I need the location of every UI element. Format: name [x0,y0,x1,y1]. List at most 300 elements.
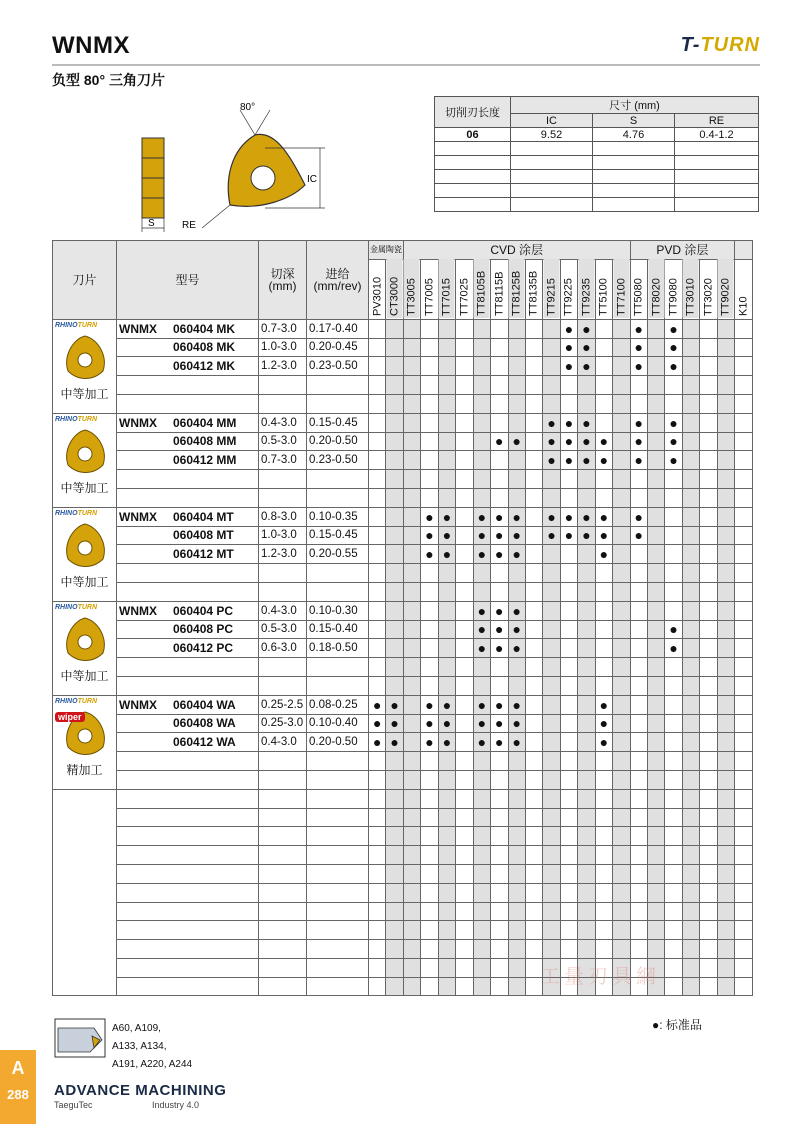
grade-cell [491,564,508,583]
grade-cell [560,394,577,413]
feed-cell: 0.17-0.40 [307,319,369,338]
depth-cell: 0.5-3.0 [259,432,307,451]
grade-cell [473,770,490,789]
feed-cell [307,752,369,771]
grade-cell [735,827,752,846]
standard-dot: ● [495,734,504,751]
grade-cell [560,864,577,883]
feed-cell [307,864,369,883]
grade-cell [421,846,438,865]
standard-dot: ● [425,508,434,525]
grade-cell [665,940,682,959]
grade-cell [525,376,542,395]
product-row [53,714,753,733]
standard-dot: ● [512,621,521,638]
empty-row [53,658,753,677]
grade-cell [369,582,386,601]
grade-cell [735,451,752,470]
grade-cell [456,376,473,395]
grade-cell [525,488,542,507]
grade-cell [525,564,542,583]
grade-cell [491,488,508,507]
grade-cell [386,639,403,658]
grade-cell [508,526,525,545]
product-row [53,338,753,357]
standard-dot: ● [390,715,399,732]
grade-cell [403,488,420,507]
grade-cell [630,883,647,902]
grade-cell [560,432,577,451]
grade-cell [578,921,595,940]
grade-cell [491,357,508,376]
depth-cell: 0.4-3.0 [259,733,307,752]
grade-cell [403,432,420,451]
grade-cell [421,601,438,620]
model-cell [117,413,259,432]
grade-cell [717,695,734,714]
empty-row [53,864,753,883]
product-row [53,620,753,639]
grade-cell [682,733,699,752]
grade-cell [491,789,508,808]
grade-TT7005: TT7005 [421,259,438,319]
grade-cell [560,921,577,940]
grade-cell [369,695,386,714]
grade-cell [543,470,560,489]
grade-cell [735,714,752,733]
grade-cell [369,413,386,432]
grade-cell [456,770,473,789]
model-cell [117,338,259,357]
grade-cell [421,770,438,789]
grade-cell [735,413,752,432]
feed-cell [307,564,369,583]
depth-cell [259,582,307,601]
grade-cell [560,789,577,808]
grade-cell [543,789,560,808]
grade-cell [369,357,386,376]
grade-cell [560,827,577,846]
empty-row [53,770,753,789]
insert-icon [58,425,112,477]
grade-cell [682,921,699,940]
grade-cell [648,620,665,639]
grade-cell [682,620,699,639]
grade-TT3010: TT3010 [682,259,699,319]
grade-cell [421,902,438,921]
grade-cell [717,733,734,752]
grade-cell [735,883,752,902]
grade-cell [421,733,438,752]
grade-cell [369,676,386,695]
grade-cell [648,564,665,583]
grade-cell [682,376,699,395]
grade-cell [560,902,577,921]
grade-cell [682,601,699,620]
standard-dot: ● [495,696,504,713]
grade-cell [456,940,473,959]
grade-cell [491,752,508,771]
standard-dot: ● [477,640,487,657]
grade-cell [700,770,717,789]
depth-cell [259,808,307,827]
grade-cell [438,752,455,771]
grade-TT5080: TT5080 [630,259,647,319]
grade-cell [648,902,665,921]
grade-cell [438,376,455,395]
grade-cell [717,357,734,376]
grade-cell [491,770,508,789]
h-cermet: 金属陶瓷 [369,241,404,260]
model-cell [117,864,259,883]
grade-cell [648,714,665,733]
product-row [53,733,753,752]
standard-dot: ● [547,527,556,544]
depth-cell [259,864,307,883]
grade-cell [595,940,612,959]
grade-cell [386,507,403,526]
grade-cell [578,714,595,733]
grade-cell [473,526,490,545]
grade-cell [386,394,403,413]
grade-cell [473,658,490,677]
grade-cell [595,658,612,677]
grade-cell [369,733,386,752]
grade-cell [491,864,508,883]
product-row [53,357,753,376]
grade-cell [700,846,717,865]
depth-cell [259,902,307,921]
grade-cell [665,770,682,789]
grade-cell [403,883,420,902]
grade-cell [648,789,665,808]
grade-cell [438,394,455,413]
grade-cell [595,432,612,451]
standard-dot: ● [512,640,521,657]
grade-cell [491,695,508,714]
depth-cell: 1.2-3.0 [259,545,307,564]
depth-cell [259,676,307,695]
product-row [53,639,753,658]
grade-cell [630,921,647,940]
grade-cell [560,639,577,658]
grade-cell [613,432,630,451]
grade-cell [613,507,630,526]
grade-cell [369,940,386,959]
grade-cell [735,808,752,827]
product-row [53,545,753,564]
grade-cell [508,564,525,583]
grade-cell [508,958,525,977]
grade-cell [700,338,717,357]
grade-cell [578,338,595,357]
standard-dot: ● [442,734,452,751]
model-cell [117,639,259,658]
grade-cell [613,846,630,865]
grade-cell [595,582,612,601]
grade-cell [369,789,386,808]
standard-dot: ● [634,358,644,375]
grade-cell [735,864,752,883]
model-code: 060404 PC [173,603,234,618]
grade-cell [595,507,612,526]
dim-cut: 06 [435,128,511,142]
grade-cell [700,488,717,507]
feed-cell: 0.10-0.30 [307,601,369,620]
grade-TT8020: TT8020 [648,259,665,319]
grade-cell [682,789,699,808]
model-code: 060412 WA [173,735,236,750]
model-code: 060408 MT [173,528,234,543]
feed-cell [307,902,369,921]
grade-cell [456,789,473,808]
dim-ic: 9.52 [511,128,593,142]
grade-cell [456,902,473,921]
grade-cell [543,733,560,752]
grade-cell [560,338,577,357]
grade-cell [595,883,612,902]
grade-cell [421,545,438,564]
grade-cell [648,695,665,714]
grade-cell [386,695,403,714]
standard-dot: ● [372,715,382,732]
grade-cell [403,601,420,620]
grade-cell [648,526,665,545]
grade-cell [735,620,752,639]
grade-cell [665,977,682,996]
grade-cell [456,488,473,507]
feed-cell [307,676,369,695]
grade-cell [369,451,386,470]
h-blank [735,241,752,260]
grade-cell [665,470,682,489]
grade-TT7100: TT7100 [613,259,630,319]
grade-cell [578,770,595,789]
grade-cell [421,676,438,695]
feed-cell [307,846,369,865]
grade-cell [560,714,577,733]
grade-cell [613,883,630,902]
grade-cell [438,846,455,865]
grade-cell [491,470,508,489]
watermark: 工量刃具網 [540,966,660,988]
grade-cell [665,883,682,902]
product-row [53,432,753,451]
page-letter: A [11,1058,25,1078]
grade-cell [560,451,577,470]
label-re: RE [182,220,196,231]
grade-cell [648,488,665,507]
grade-cell [735,921,752,940]
grade-cell [369,752,386,771]
feed-cell: 0.15-0.45 [307,526,369,545]
grade-TT9215: TT9215 [543,259,560,319]
grade-cell [403,846,420,865]
grade-cell [525,338,542,357]
grade-cell [421,319,438,338]
rhino-turn-logo [53,604,116,611]
grade-cell [735,846,752,865]
grade-cell [403,338,420,357]
standard-dot: ● [547,414,556,431]
feed-cell: 0.20-0.45 [307,338,369,357]
standard-dot: ● [425,696,434,713]
grade-cell [578,582,595,601]
model-cell [117,357,259,376]
grade-cell [369,620,386,639]
grade-cell [508,432,525,451]
standard-dot: ● [477,621,487,638]
series-name: WNMX [119,697,157,712]
grade-cell [735,488,752,507]
grade-cell [613,470,630,489]
grade-cell [613,319,630,338]
grade-cell [403,864,420,883]
grade-cell [473,827,490,846]
grade-cell [543,940,560,959]
grade-cell [403,940,420,959]
grade-TT9235: TT9235 [578,259,595,319]
grade-cell [369,564,386,583]
grade-cell [508,977,525,996]
insert-diagram [130,100,340,235]
empty-row [53,902,753,921]
grade-cell [630,394,647,413]
grade-cell [648,338,665,357]
grade-cell [491,319,508,338]
grade-cell [369,902,386,921]
grade-cell [508,601,525,620]
model-cell [117,507,259,526]
grade-cell [560,883,577,902]
grade-cell [421,582,438,601]
grade-cell [560,733,577,752]
grade-cell [508,413,525,432]
grade-cell [700,357,717,376]
grade-cell [717,601,734,620]
grade-cell [421,357,438,376]
model-code: 060412 MK [173,359,236,374]
grade-cell [438,733,455,752]
grade-cell [630,357,647,376]
grade-cell [700,376,717,395]
grade-cell [491,676,508,695]
grade-cell [421,883,438,902]
grade-cell [456,921,473,940]
standard-dot: ● [442,715,452,732]
turn-text: TURN [77,415,98,423]
grade-cell [717,770,734,789]
standard-dot: ● [477,508,487,525]
grade-cell [595,376,612,395]
grade-cell [735,958,752,977]
depth-cell [259,921,307,940]
grade-cell [525,714,542,733]
feed-cell [307,376,369,395]
grade-cell [438,470,455,489]
dim-s: 4.76 [593,128,675,142]
grade-cell [648,658,665,677]
standard-dot: ● [495,621,504,638]
empty-row [53,470,753,489]
grade-cell [508,582,525,601]
standard-dot: ● [477,602,487,619]
title-rule [52,64,760,66]
grade-cell [403,733,420,752]
dim-re: 0.4-1.2 [675,128,759,142]
grade-cell [508,902,525,921]
grade-cell [421,864,438,883]
grade-cell [386,714,403,733]
product-grid [52,240,753,996]
grade-cell [595,902,612,921]
grade-cell [421,752,438,771]
grade-cell [717,470,734,489]
h-model: 型号 [117,241,259,320]
model-cell [117,902,259,921]
grade-cell [369,977,386,996]
model-code: 060408 WA [173,716,236,731]
empty-row [53,940,753,959]
grade-cell [508,470,525,489]
grade-cell [473,451,490,470]
grade-cell [630,770,647,789]
grade-cell [438,789,455,808]
grade-cell [578,846,595,865]
standard-dot: ● [669,640,678,657]
grade-cell [508,695,525,714]
grade-cell [560,601,577,620]
grade-cell [421,376,438,395]
grade-cell [386,958,403,977]
feed-cell [307,789,369,808]
grade-cell [630,808,647,827]
insert-cell [53,413,117,507]
grade-cell [508,883,525,902]
grade-cell [578,902,595,921]
grade-cell [473,864,490,883]
grade-cell [403,658,420,677]
grade-cell [665,733,682,752]
empty-row [53,752,753,771]
grade-cell [386,319,403,338]
grade-cell [403,470,420,489]
grade-cell [630,413,647,432]
depth-cell [259,752,307,771]
grade-cell [700,752,717,771]
grade-cell [648,413,665,432]
page-tab [0,1050,36,1124]
grade-cell [735,676,752,695]
grade-cell [543,413,560,432]
grade-cell [386,526,403,545]
grade-cell [665,357,682,376]
feed-cell: 0.10-0.35 [307,507,369,526]
turn-text: TURN [77,697,98,705]
grade-cell [369,864,386,883]
grade-cell [560,507,577,526]
grade-cell [717,977,734,996]
rhino-text: RHINO [55,415,78,423]
grade-cell [403,752,420,771]
grade-cell [438,620,455,639]
model-cell [117,733,259,752]
grade-cell [543,846,560,865]
grade-cell [717,827,734,846]
grade-cell [613,488,630,507]
turn-text: TURN [77,509,98,517]
grade-cell [473,564,490,583]
